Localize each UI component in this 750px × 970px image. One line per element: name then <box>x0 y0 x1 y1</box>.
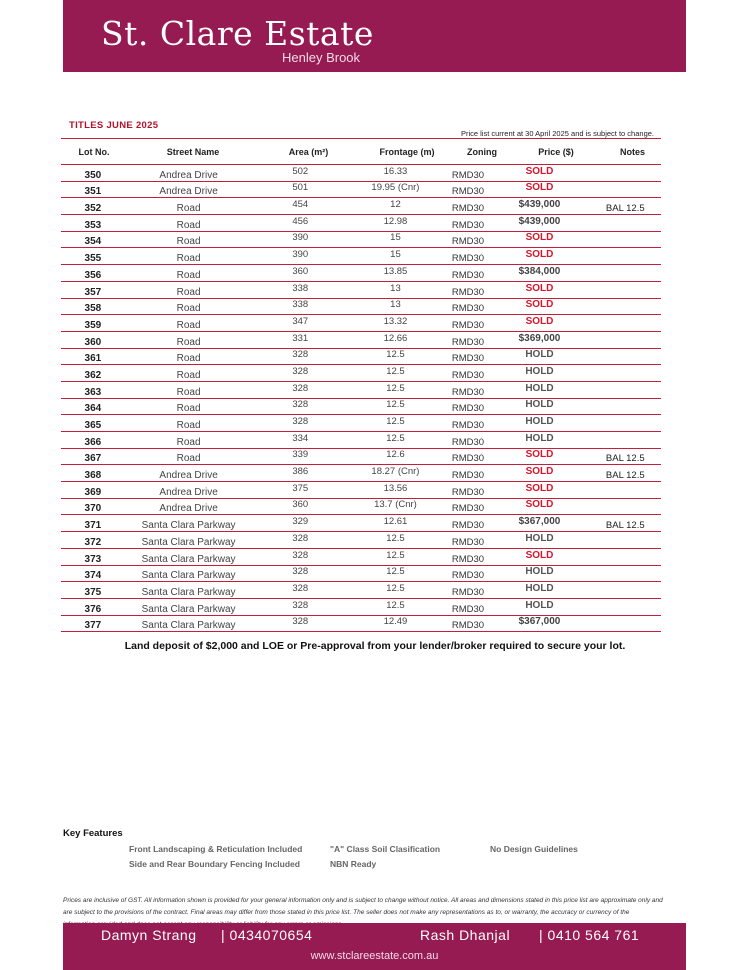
lot-number: 356 <box>84 269 102 281</box>
price-note: Price list current at 30 April 2025 and is subject to change. <box>460 129 654 138</box>
area-value: 375 <box>292 482 309 494</box>
header-lot: Lot No. <box>78 146 110 157</box>
lot-number: 372 <box>84 536 102 548</box>
lot-number: 354 <box>84 236 102 248</box>
lot-number: 350 <box>84 169 102 181</box>
frontage-value: 12.5 <box>386 399 405 411</box>
feature-item: Side and Rear Boundary Fencing Included <box>129 859 300 869</box>
street-name: Road <box>176 319 201 331</box>
price-status: SOLD <box>525 499 554 511</box>
price-status: $367,000 <box>518 616 561 628</box>
lot-number: 368 <box>84 470 102 482</box>
price-status: HOLD <box>525 432 554 444</box>
area-value: 328 <box>292 566 309 578</box>
area-value: 329 <box>292 516 309 528</box>
frontage-value: 13.32 <box>383 315 408 327</box>
street-name: Road <box>176 236 201 248</box>
zoning-value: RMD30 <box>451 169 485 181</box>
table-row <box>61 248 661 265</box>
area-value: 328 <box>292 365 309 377</box>
street-name: Road <box>176 386 201 398</box>
street-name: Road <box>176 453 201 465</box>
frontage-value: 12.5 <box>386 416 405 427</box>
price-status: $439,000 <box>518 215 561 227</box>
table-row <box>61 399 661 416</box>
frontage-value: 12.5 <box>386 349 405 361</box>
frontage-value: 12.5 <box>386 549 405 561</box>
area-value: 328 <box>292 582 309 594</box>
price-status: SOLD <box>525 165 554 177</box>
table-row <box>61 215 661 232</box>
zoning-value: RMD30 <box>451 186 485 198</box>
lot-number: 371 <box>84 520 102 532</box>
area-value: 328 <box>292 599 309 611</box>
zoning-value: RMD30 <box>451 319 485 331</box>
lot-number: 364 <box>84 403 102 415</box>
lot-number: 355 <box>84 253 102 265</box>
table-row <box>61 232 661 249</box>
price-status: HOLD <box>525 399 554 411</box>
price-status: HOLD <box>525 416 554 427</box>
frontage-value: 12.49 <box>383 616 408 628</box>
area-value: 338 <box>292 282 309 294</box>
table-row <box>61 449 661 466</box>
notes-value: BAL 12.5 <box>605 520 645 532</box>
price-status: SOLD <box>525 466 554 478</box>
zoning-value: RMD30 <box>451 336 485 348</box>
header-frontage: Frontage (m) <box>379 146 435 157</box>
titles-label: TITLES JUNE 2025 <box>69 120 159 131</box>
footer-banner <box>63 923 686 970</box>
street-name: Road <box>176 269 201 281</box>
table-row <box>61 282 661 299</box>
table-row <box>61 566 661 583</box>
estate-title: St. Clare Estate <box>101 14 374 53</box>
zoning-value: RMD30 <box>451 219 485 231</box>
table-row <box>61 616 661 633</box>
lot-number: 375 <box>84 586 102 598</box>
price-status: HOLD <box>525 532 554 544</box>
zoning-value: RMD30 <box>451 536 485 548</box>
area-value: 328 <box>292 349 309 361</box>
street-name: Road <box>176 286 201 298</box>
street-name: Santa Clara Parkway <box>141 553 236 565</box>
street-name: Road <box>176 219 201 231</box>
area-value: 501 <box>292 182 309 194</box>
disclaimer-text: Prices are inclusive of GST. All information shown is provided for your general information only and is subject to change without notice. All areas and dimensions stated in this price list are approximate only and are subject to the provisions of the contract. Final areas may differ from those stated in this price list. The seller does not make any representations as to, or warranty, the accuracy or currency of the <box>63 897 663 916</box>
contact1-name: Damyn Strang <box>101 927 197 943</box>
feature-item: No Design Guidelines <box>490 844 578 854</box>
area-value: 360 <box>292 499 309 511</box>
table-row <box>61 532 661 549</box>
table-row <box>61 299 661 316</box>
table-row <box>61 182 661 199</box>
street-name: Santa Clara Parkway <box>141 620 236 632</box>
notes-value: BAL 12.5 <box>605 203 645 215</box>
area-value: 386 <box>292 466 309 478</box>
street-name: Andrea Drive <box>159 186 218 198</box>
area-value: 334 <box>292 432 309 444</box>
zoning-value: RMD30 <box>451 470 485 482</box>
table-row <box>61 198 661 215</box>
zoning-value: RMD30 <box>451 570 485 582</box>
frontage-value: 13 <box>390 282 401 294</box>
contact2-name: Rash Dhanjal <box>420 927 511 943</box>
frontage-value: 18.27 (Cnr) <box>371 466 420 478</box>
street-name: Andrea Drive <box>159 486 218 498</box>
area-value: 390 <box>292 249 309 261</box>
table-row <box>61 365 661 382</box>
frontage-value: 12.61 <box>383 516 408 528</box>
frontage-value: 13.85 <box>383 265 408 277</box>
zoning-value: RMD30 <box>451 586 485 598</box>
price-status: HOLD <box>525 599 554 611</box>
area-value: 347 <box>292 315 309 327</box>
zoning-value: RMD30 <box>451 420 485 431</box>
header-price: Price ($) <box>538 146 574 157</box>
street-name: Santa Clara Parkway <box>141 536 236 548</box>
table-row <box>61 265 661 282</box>
lot-number: 357 <box>84 286 102 298</box>
lot-number: 361 <box>84 353 102 365</box>
feature-item: Front Landscaping & Reticulation Included <box>129 844 303 854</box>
frontage-value: 12.5 <box>386 566 405 578</box>
frontage-value: 12.5 <box>386 365 405 377</box>
frontage-value: 12.5 <box>386 532 405 544</box>
zoning-value: RMD30 <box>451 303 485 315</box>
table-row <box>61 349 661 366</box>
area-value: 338 <box>292 299 309 311</box>
frontage-value: 15 <box>390 232 401 244</box>
area-value: 390 <box>292 232 309 244</box>
header-zoning: Zoning <box>467 146 497 157</box>
frontage-value: 12.5 <box>386 432 405 444</box>
price-status: HOLD <box>525 582 554 594</box>
contact2-phone: | 0410 564 761 <box>539 927 640 943</box>
price-status: $439,000 <box>518 199 561 211</box>
notes-value: BAL 12.5 <box>605 470 645 482</box>
area-value: 328 <box>292 399 309 411</box>
area-value: 502 <box>292 165 309 177</box>
zoning-value: RMD30 <box>451 553 485 565</box>
header-notes: Notes <box>619 146 645 157</box>
website-link[interactable]: www.stclareestate.com.au <box>310 950 439 962</box>
lot-number: 369 <box>84 486 102 498</box>
price-status: SOLD <box>525 182 554 194</box>
zoning-value: RMD30 <box>451 503 485 515</box>
price-status: SOLD <box>525 249 554 261</box>
lot-number: 365 <box>84 420 102 431</box>
lot-number: 351 <box>84 186 102 198</box>
street-name: Andrea Drive <box>159 503 218 515</box>
header-banner <box>63 0 686 72</box>
table-row <box>61 315 661 332</box>
estate-subtitle: Henley Brook <box>282 50 361 65</box>
frontage-value: 16.33 <box>383 165 408 177</box>
price-status: $384,000 <box>518 265 561 277</box>
header-area: Area (m²) <box>288 146 329 157</box>
street-name: Road <box>176 353 201 365</box>
deposit-note: Land deposit of $2,000 and LOE or Pre-approval from your lender/broker required to secure your lot. <box>124 640 626 652</box>
street-name: Road <box>176 303 201 315</box>
frontage-value: 12.98 <box>383 215 408 227</box>
zoning-value: RMD30 <box>451 453 485 465</box>
street-name: Santa Clara Parkway <box>141 570 236 582</box>
area-value: 360 <box>292 265 309 277</box>
price-status: HOLD <box>525 365 554 377</box>
notes-value: BAL 12.5 <box>605 453 645 465</box>
table-body <box>61 165 661 632</box>
price-status: HOLD <box>525 349 554 361</box>
lot-number: 362 <box>84 369 102 381</box>
street-name: Santa Clara Parkway <box>141 520 236 532</box>
table-row <box>61 415 661 432</box>
zoning-value: RMD30 <box>451 486 485 498</box>
area-value: 456 <box>292 215 309 227</box>
street-name: Santa Clara Parkway <box>141 586 236 598</box>
lot-number: 366 <box>84 436 102 448</box>
frontage-value: 13.56 <box>383 482 408 494</box>
street-name: Road <box>176 369 201 381</box>
frontage-value: 12.5 <box>386 599 405 611</box>
lot-number: 367 <box>84 453 102 465</box>
table-row <box>61 582 661 599</box>
table-row <box>61 382 661 399</box>
table-row <box>61 515 661 532</box>
feature-item: "A" Class Soil Clasification <box>330 844 441 854</box>
price-table <box>61 138 661 632</box>
zoning-value: RMD30 <box>451 253 485 265</box>
table-row <box>61 599 661 616</box>
price-status: SOLD <box>525 282 554 294</box>
table-row <box>61 165 661 182</box>
price-status: $367,000 <box>518 516 561 528</box>
lot-number: 363 <box>84 386 102 398</box>
lot-number: 376 <box>84 603 102 615</box>
area-value: 328 <box>292 416 309 427</box>
table-header-row <box>61 139 661 165</box>
zoning-value: RMD30 <box>451 520 485 532</box>
zoning-value: RMD30 <box>451 286 485 298</box>
price-status: SOLD <box>525 549 554 561</box>
lot-number: 353 <box>84 219 102 231</box>
frontage-value: 12.5 <box>386 582 405 594</box>
area-value: 328 <box>292 616 309 628</box>
price-status: SOLD <box>525 449 554 461</box>
price-status: SOLD <box>525 232 554 244</box>
frontage-value: 13.7 (Cnr) <box>374 499 417 511</box>
street-name: Andrea Drive <box>159 169 218 181</box>
street-name: Road <box>176 253 201 265</box>
lot-number: 360 <box>84 336 102 348</box>
street-name: Road <box>176 403 201 415</box>
table-row <box>61 499 661 516</box>
area-value: 328 <box>292 532 309 544</box>
frontage-value: 12 <box>390 199 401 211</box>
table-row <box>61 482 661 499</box>
area-value: 331 <box>292 332 309 344</box>
lot-number: 352 <box>84 203 102 215</box>
street-name: Road <box>176 203 201 215</box>
street-name: Santa Clara Parkway <box>141 603 236 615</box>
zoning-value: RMD30 <box>451 369 485 381</box>
frontage-value: 13 <box>390 299 401 311</box>
table-row <box>61 432 661 449</box>
zoning-value: RMD30 <box>451 386 485 398</box>
zoning-value: RMD30 <box>451 269 485 281</box>
frontage-value: 15 <box>390 249 401 261</box>
table-row <box>61 332 661 349</box>
price-status: HOLD <box>525 566 554 578</box>
lot-number: 358 <box>84 303 102 315</box>
zoning-value: RMD30 <box>451 620 485 632</box>
header-street: Street Name <box>166 146 220 157</box>
table-row <box>61 465 661 482</box>
zoning-value: RMD30 <box>451 203 485 215</box>
price-status: SOLD <box>525 315 554 327</box>
area-value: 454 <box>292 199 309 211</box>
frontage-value: 12.6 <box>386 449 405 461</box>
frontage-value: 12.66 <box>383 332 408 344</box>
zoning-value: RMD30 <box>451 353 485 365</box>
zoning-value: RMD30 <box>451 603 485 615</box>
frontage-value: 12.5 <box>386 382 405 394</box>
frontage-value: 19.95 (Cnr) <box>371 182 420 194</box>
price-status: $369,000 <box>518 332 561 344</box>
street-name: Road <box>176 336 201 348</box>
key-features-title: Key Features <box>63 828 123 839</box>
price-status: SOLD <box>525 299 554 311</box>
zoning-value: RMD30 <box>451 403 485 415</box>
lot-number: 359 <box>84 319 102 331</box>
lot-number: 374 <box>84 570 102 582</box>
area-value: 328 <box>292 382 309 394</box>
area-value: 339 <box>292 449 309 461</box>
price-status: SOLD <box>525 482 554 494</box>
price-status: HOLD <box>525 382 554 394</box>
lot-number: 377 <box>84 620 102 632</box>
street-name: Road <box>176 420 201 431</box>
lot-number: 373 <box>84 553 102 565</box>
zoning-value: RMD30 <box>451 436 485 448</box>
table-row <box>61 549 661 566</box>
lot-number: 370 <box>84 503 102 515</box>
feature-item: NBN Ready <box>330 859 377 869</box>
street-name: Andrea Drive <box>159 470 218 482</box>
area-value: 328 <box>292 549 309 561</box>
contact1-phone: | 0434070654 <box>221 927 313 943</box>
zoning-value: RMD30 <box>451 236 485 248</box>
street-name: Road <box>176 436 201 448</box>
